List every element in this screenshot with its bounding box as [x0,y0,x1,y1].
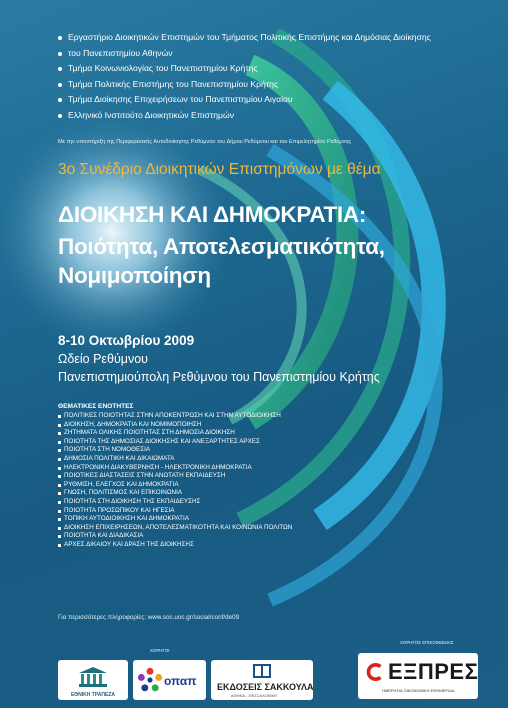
info-link[interactable]: Για περισσότερες πληροφορίες: www.soc.uoc.gr/social/conf/de09 [58,614,240,621]
organizer-item: Εργαστήριο Διοικητικών Επιστημών του Τμήματος Πολιτικής Επιστήμης και Δημόσιας Διοίκησης [58,30,478,46]
express-logo-subtext: ΗΜΕΡΗΣΙΑ ΟΙΚΟΝΟΜΙΚΗ ΕΦΗΜΕΡΙΔΑ [382,688,455,693]
themes-list [58,412,292,550]
theme-item: ΠΟΙΟΤΗΤΑ ΣΤΗ ΔΙΟΙΚΗΣΗ ΤΗΣ ΕΚΠΑΙΔΕΥΣΗΣ [58,498,292,507]
themes-title: ΘΕΜΑΤΙΚΕΣ ΕΝΟΤΗΤΕΣ [58,403,134,410]
conference-line: 3ο Συνέδριο Διοικητικών Επιστημόνων με θέμα [58,161,381,178]
organizers-list [58,30,478,123]
sakkoulas-logo [211,660,313,700]
organizer-item: Τμήμα Πολιτικής Επιστήμης του Πανεπιστημίου Κρήτης [58,77,478,93]
theme-item: ΔΙΟΙΚΗΣΗ ΕΠΙΧΕΙΡΗΣΕΩΝ, ΑΠΟΤΕΛΕΣΜΑΤΙΚΟΤΗΤΑ ΚΑΙ ΚΟΙΝΩΝΙΑ ΠΟΛΙΤΩΝ [58,524,292,533]
national-bank-logo [58,660,128,700]
communication-sponsor-label: ΧΟΡΗΓΟΣ ΕΠΙΚΟΙΝΩΝΙΑΣ [400,640,454,645]
theme-item: ΔΙΟΙΚΗΣΗ, ΔΗΜΟΚΡΑΤΙΑ ΚΑΙ ΝΟΜΙΜΟΠΟΙΗΣΗ [58,421,292,430]
venue: Ωδείο Ρεθύμνου [58,352,149,366]
theme-item: ΠΟΙΟΤΗΤΑ ΠΡΟΣΩΠΙΚΟΥ ΚΑΙ ΗΓΕΣΙΑ [58,507,292,516]
theme-item: ΠΟΙΟΤΗΤΑ ΤΗΣ ΔΗΜΟΣΙΑΣ ΔΙΟΙΚΗΣΗΣ ΚΑΙ ΑΝΕΞΑΡΤΗΤΕΣ ΑΡΧΕΣ [58,438,292,447]
organizer-item: Τμήμα Διοίκησης Επιχειρήσεων του Πανεπιστημίου Αιγαίου [58,92,478,108]
sakkoulas-logo-subtext: ΑΘΗΝΑ - ΘΕΣΣΑΛΟΝΙΚΗ [231,693,278,698]
organizer-item: Ελληνικό Ινστιτούτο Διοικητικών Επιστημών [58,108,478,124]
sakkoulas-emblem-icon [252,663,272,679]
theme-item: ΖΗΤΗΜΑΤΑ ΟΛΙΚΗΣ ΠΟΙΟΤΗΤΑΣ ΣΤΗ ΔΗΜΟΣΙΑ ΔΙΟΙΚΗΣΗ [58,429,292,438]
theme-item: ΠΟΙΟΤΙΚΕΣ ΔΙΑΣΤΑΣΕΙΣ ΣΤΗΝ ΑΝΩΤΑΤΗ ΕΚΠΑΙΔΕΥΣΗ [58,472,292,481]
glow-orb [0,112,232,352]
express-c-icon [366,663,384,681]
theme-item: ΤΟΠΙΚΗ ΑΥΤΟΔΙΟΙΚΗΣΗ ΚΑΙ ΔΗΜΟΚΡΑΤΙΑ [58,515,292,524]
theme-item: ΡΥΘΜΙΣΗ, ΕΛΕΓΧΟΣ ΚΑΙ ΔΗΜΟΚΡΑΤΙΑ [58,481,292,490]
support-line: Με την υποστήριξη της Περιφερειακής Αυτοδιοίκησης Ρεθύμνου του Δήμου Ρεθύμνου και του Επιμελητηρίου Ρεθύμνης [58,139,352,145]
national-bank-logo-text: ΕΘΝΙΚΗ ΤΡΑΠΕΖΑ [70,692,116,698]
sakkoulas-logo-text: ΕΚΔΟΣΕΙΣ ΣΑΚΚΟΥΛΑ [217,682,313,692]
theme-item: ΓΝΩΣΗ, ΠΟΛΙΤΙΣΜΟΣ ΚΑΙ ΕΠΙΚΟΙΝΩΝΙΑ [58,489,292,498]
sponsors-label: ΧΟΡΗΓΟΙ [150,648,170,653]
theme-item: ΠΟΙΟΤΗΤΑ ΣΤΗ ΝΟΜΟΘΕΣΙΑ [58,446,292,455]
theme-item: ΗΛΕΚΤΡΟΝΙΚΗ ΔΙΑΚΥΒΕΡΝΗΣΗ - ΗΛΕΚΤΡΟΝΙΚΗ ΔΗΜΟΚΡΑΤΙΑ [58,464,292,473]
conference-dates: 8-10 Οκτωβρίου 2009 [58,333,195,348]
opap-logo-text: οπαπ [164,674,197,688]
campus: Πανεπιστημιούπολη Ρεθύμνου του Πανεπιστημίου Κρήτης [58,370,380,384]
theme-item: ΠΟΛΙΤΙΚΕΣ ΠΟΙΟΤΗΤΑΣ ΣΤΗΝ ΑΠΟΚΕΝΤΡΩΣΗ ΚΑΙ ΣΤΗΝ ΑΥΤΟΔΙΟΙΚΗΣΗ [58,412,292,421]
opap-star-icon [137,667,163,693]
theme-item: ΔΗΜΟΣΙΑ ΠΟΛΙΤΙΚΗ ΚΑΙ ΔΙΚΑΙΩΜΑΤΑ [58,455,292,464]
express-logo [358,653,478,699]
organizer-item: του Πανεπιστημίου Αθηνών [58,46,478,62]
title-line-3: Νομιμοποίηση [58,263,211,288]
theme-item: ΑΡΧΕΣ ΔΙΚΑΙΟΥ ΚΑΙ ΔΡΑΣΗ ΤΗΣ ΔΙΟΙΚΗΣΗΣ [58,541,292,550]
title-line-2: Ποιότητα, Αποτελεσματικότητα, [58,234,385,259]
express-logo-text: ΕΞΠΡΕΣ [388,659,478,684]
bank-building-icon [78,666,108,688]
title-line-1: ΔΙΟΙΚΗΣΗ ΚΑΙ ΔΗΜΟΚΡΑΤΙΑ: [58,202,367,227]
theme-item: ΠΟΙΟΤΗΤΑ ΚΑΙ ΔΙΑΔΙΚΑΣΙΑ [58,532,292,541]
organizer-item: Τμήμα Κοινωνιολογίας του Πανεπιστημίου Κρήτης [58,61,478,77]
opap-logo [133,660,206,700]
